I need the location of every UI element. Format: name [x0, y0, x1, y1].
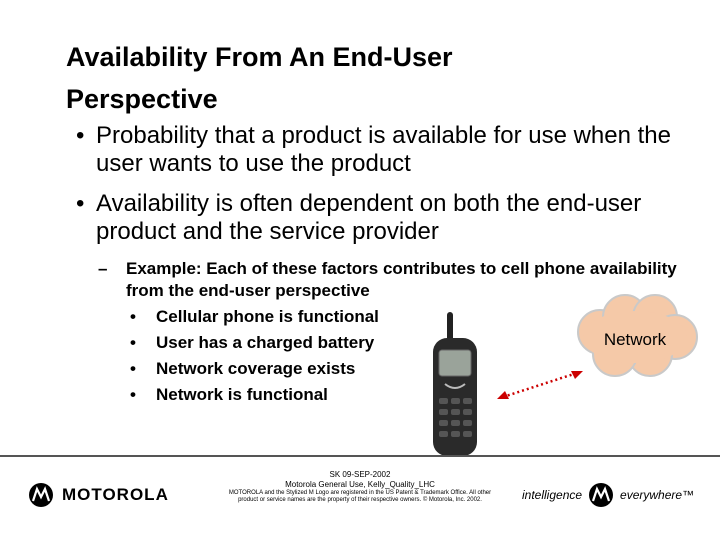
factor-item: • Cellular phone is functional [130, 304, 379, 330]
footer-classification: Motorola General Use, Kelly_Quality_LHC [285, 480, 435, 489]
tagline-right: everywhere™ [620, 488, 695, 502]
network-label: Network [603, 330, 667, 349]
motorola-logo [28, 482, 169, 508]
example-text: Example: Each of these factors contributes to cell phone availability from the end-user perspective [126, 259, 677, 300]
footer-date: SK 09-SEP-2002 [329, 470, 391, 479]
footer-divider [0, 455, 720, 457]
main-bullets [76, 122, 696, 258]
bullet-item: • Probability that a product is available for use when the user wants to use the product [76, 122, 696, 178]
slide-title [66, 36, 666, 120]
footer-legal-2: product or service names are the property of their respective owners. © Motorola, Inc. 2002. [238, 497, 482, 503]
footer-legal-1: MOTOROLA and the Stylized M Logo are registered in the US Patent & Trademark Office. All other [228, 490, 492, 496]
dotted-double-arrow-icon [495, 365, 585, 405]
dash-marker: – [98, 259, 108, 278]
cell-phone-icon [425, 310, 485, 460]
tagline-left: intelligence [522, 488, 583, 502]
factor-list [130, 304, 379, 408]
motorola-m-logo-icon [28, 482, 54, 508]
tagline [522, 482, 694, 508]
footer-info [180, 470, 540, 504]
factor-item: • Network coverage exists [130, 356, 379, 382]
motorola-m-logo-icon [588, 482, 614, 508]
bullet-item: • Availability is often dependent on both the end-user product and the service provider [76, 190, 696, 246]
brand-name: MOTOROLA [62, 485, 169, 504]
slide-title-line2: Perspective [66, 84, 218, 114]
factor-item: • User has a charged battery [130, 330, 379, 356]
slide-title-line1: Availability From An End-User [66, 42, 453, 72]
factor-item: • Network is functional [130, 382, 379, 408]
